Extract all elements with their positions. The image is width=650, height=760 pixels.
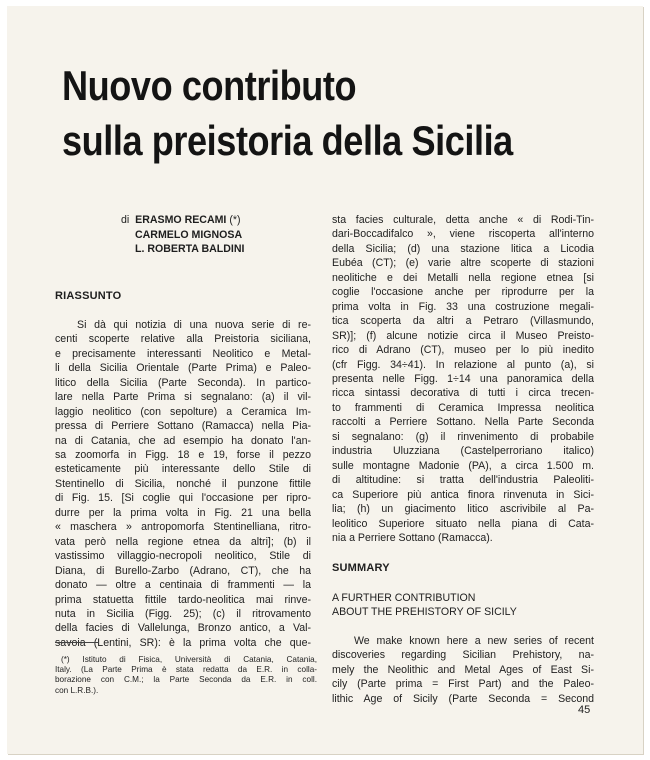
summary-line: discoveries regarding Sicilian Prehistory, na-: [332, 649, 594, 662]
riassunto-line: e precisamente interessanti Neolitico e Metal-: [55, 347, 311, 360]
footnote-line: (*) Istituto di Fisica, Università di Catania, Catania,: [61, 655, 317, 664]
riassunto-line: della facies di Vallelunga, Bronzo antico, a Val-: [55, 622, 311, 635]
riassunto-line: presenta nelle Figg. 1÷14 una panoramica della: [332, 372, 594, 385]
riassunto-line: « maschera » antropomorfa Stentinelliana, ritro-: [55, 521, 311, 534]
author-prefix: di: [121, 214, 130, 226]
footnote-line: Italy. (La Parte Prima è stata redatta da E.R. in colla-: [55, 665, 317, 675]
title-line-2: sulla preistoria della Sicilia: [62, 117, 513, 164]
riassunto-line: si segnalano: (g) il rinvenimento di probabile: [332, 430, 594, 443]
document-page: [7, 6, 643, 754]
summary-line: cily (Parte prima = First Part) and the Paleo-: [332, 678, 594, 691]
riassunto-line: lia; (h) un giacimento litico ascrivibile al Pa-: [332, 503, 594, 516]
summary-subtitle-line-1: A FURTHER CONTRIBUTION: [332, 591, 476, 604]
riassunto-line: litico della Sicilia (Parte Seconda). In partico-: [55, 376, 311, 389]
riassunto-line: savoia (Lentini, SR): è la prima volta che que-: [55, 636, 311, 649]
article-title: [62, 58, 544, 168]
riassunto-line: (cfr Figg. 34÷41). In relazione al punto (a), si: [332, 358, 594, 371]
riassunto-line: donato — oltre a centinaia di frammenti — la: [55, 579, 311, 592]
riassunto-line: rico di Adrano (CT), museo per lo più inedito: [332, 344, 594, 357]
author-3: L. ROBERTA BALDINI: [135, 243, 245, 255]
page-number: 45: [578, 704, 591, 716]
riassunto-line: vastissimo villaggio-necropoli neolitico, Stile di: [55, 550, 311, 563]
left-column: [55, 213, 311, 650]
riassunto-line: dari-Boccadifalco », viene riscoperta all'interno: [332, 228, 594, 241]
summary-line: We make known here a new series of recent: [354, 634, 594, 647]
riassunto-line: li della Sicilia Orientale (Parte Prima) e Paleo-: [55, 362, 311, 375]
riassunto-line: durre per la prima volta in Fig. 21 una bella: [55, 506, 311, 519]
riassunto-line: di Fig. 15. [Si coglie qui l'occasione per ripro-: [55, 492, 311, 505]
riassunto-line: esteticamente più interessante dello Stile di: [55, 463, 311, 476]
riassunto-line: ricca sintassi decorativa di tutti i circa trecen-: [332, 387, 594, 400]
riassunto-body: [55, 318, 311, 650]
riassunto-line: prima volta in Fig. 33 una costruzione megali-: [332, 300, 594, 313]
right-column: [332, 213, 594, 706]
riassunto-line: sta facies culturale, detta anche « di Rodi-Tin-: [332, 214, 594, 226]
summary-line: lithic Age of Sicily (Parte Seconda = Second: [332, 692, 594, 705]
riassunto-line: della Sicilia; (d) una stazione litica a Licodia: [332, 242, 594, 255]
summary-body: [332, 634, 594, 706]
riassunto-line: sulle montagne Madonie (PA), a circa 1.500 m.: [332, 459, 594, 472]
riassunto-line: raccolti a Perriere Sottano. Nella Parte Seconda: [332, 416, 594, 429]
summary-subtitle-line-2: ABOUT THE PREHISTORY OF SICILY: [332, 606, 517, 619]
riassunto-heading: RIASSUNTO: [55, 289, 122, 302]
footnote-line: borazione con C.M.; la Parte Seconda da E.R. in coll.: [55, 675, 317, 685]
riassunto-line: di altitudine: si tratta dell'industria Paleoliti-: [332, 474, 594, 487]
riassunto-line: lare nella Parte Prima si segnalano: (a) il vil-: [55, 391, 311, 404]
author-2: CARMELO MIGNOSA: [135, 228, 243, 241]
riassunto-continued: [332, 213, 594, 545]
riassunto-line: prima statuetta fittile tardo-neolitica mai rinve-: [55, 593, 311, 606]
title-line-1: Nuovo contributo: [62, 62, 357, 109]
footnote-line: con L.R.B.).: [55, 685, 99, 695]
riassunto-line: nia a Perriere Sottano (Ramacca).: [332, 531, 493, 544]
riassunto-line: na di Catania, che ad esempio ha donato l'an-: [55, 434, 311, 447]
riassunto-line: Eubéa (CT); (e) varie altre scoperte di stazioni: [332, 257, 594, 270]
summary-line: mely the Neolithic and Metal Ages of East Si-: [332, 663, 594, 676]
riassunto-line: industria Uluzziana (Castelperroriano italico): [332, 445, 594, 458]
riassunto-line: leolitico Superiore situato nella piana di Cata-: [332, 517, 594, 530]
riassunto-line: tica scoperta da altri a Petraro (Villasmundo,: [332, 315, 594, 328]
author-block: [121, 213, 311, 257]
summary-heading: SUMMARY: [332, 562, 390, 575]
riassunto-line: neolitiche e dei Metalli nella regione etnea [si: [332, 271, 594, 284]
author-1-footnote-mark: (*): [229, 214, 241, 226]
author-1: ERASMO RECAMI: [135, 214, 227, 226]
footnote-divider: [55, 642, 99, 643]
riassunto-line: Stentinello di Sicilia, nonché il punzone fittile: [55, 477, 311, 490]
riassunto-line: pressa di Perriere Sottano (Ramacca) nella Pia-: [55, 420, 311, 433]
summary-subtitle: [332, 591, 594, 620]
riassunto-line: SR)]; (f) alcune notizie circa il Museo Preisto-: [332, 329, 594, 342]
riassunto-line: laggio neolitico (con sepolture) a Ceramica Im-: [55, 405, 311, 418]
riassunto-line: sa zoomorfa in Figg. 18 e 19, forse il pezzo: [55, 449, 311, 462]
riassunto-line: Diana, di Burello-Zarbo (Adrano, CT), che ha: [55, 564, 311, 577]
riassunto-line: Si dà qui notizia di una nuova serie di re-: [77, 318, 311, 331]
riassunto-line: nuta in Sicilia (Figg. 25); (c) il ritrovamento: [55, 608, 311, 621]
riassunto-line: to frammenti di Ceramica Impressa neolitica: [332, 401, 594, 414]
riassunto-line: vata però nella regione etnea da altri]; (b) il: [55, 535, 311, 548]
riassunto-line: centi scoperte relative alla Preistoria siciliana,: [55, 333, 311, 346]
riassunto-line: ca Superiore più antica finora rinvenuta in Sici-: [332, 488, 594, 501]
footnote: [55, 655, 317, 696]
riassunto-line: coglie l'occasione anche per riprodurre per la: [332, 286, 594, 299]
